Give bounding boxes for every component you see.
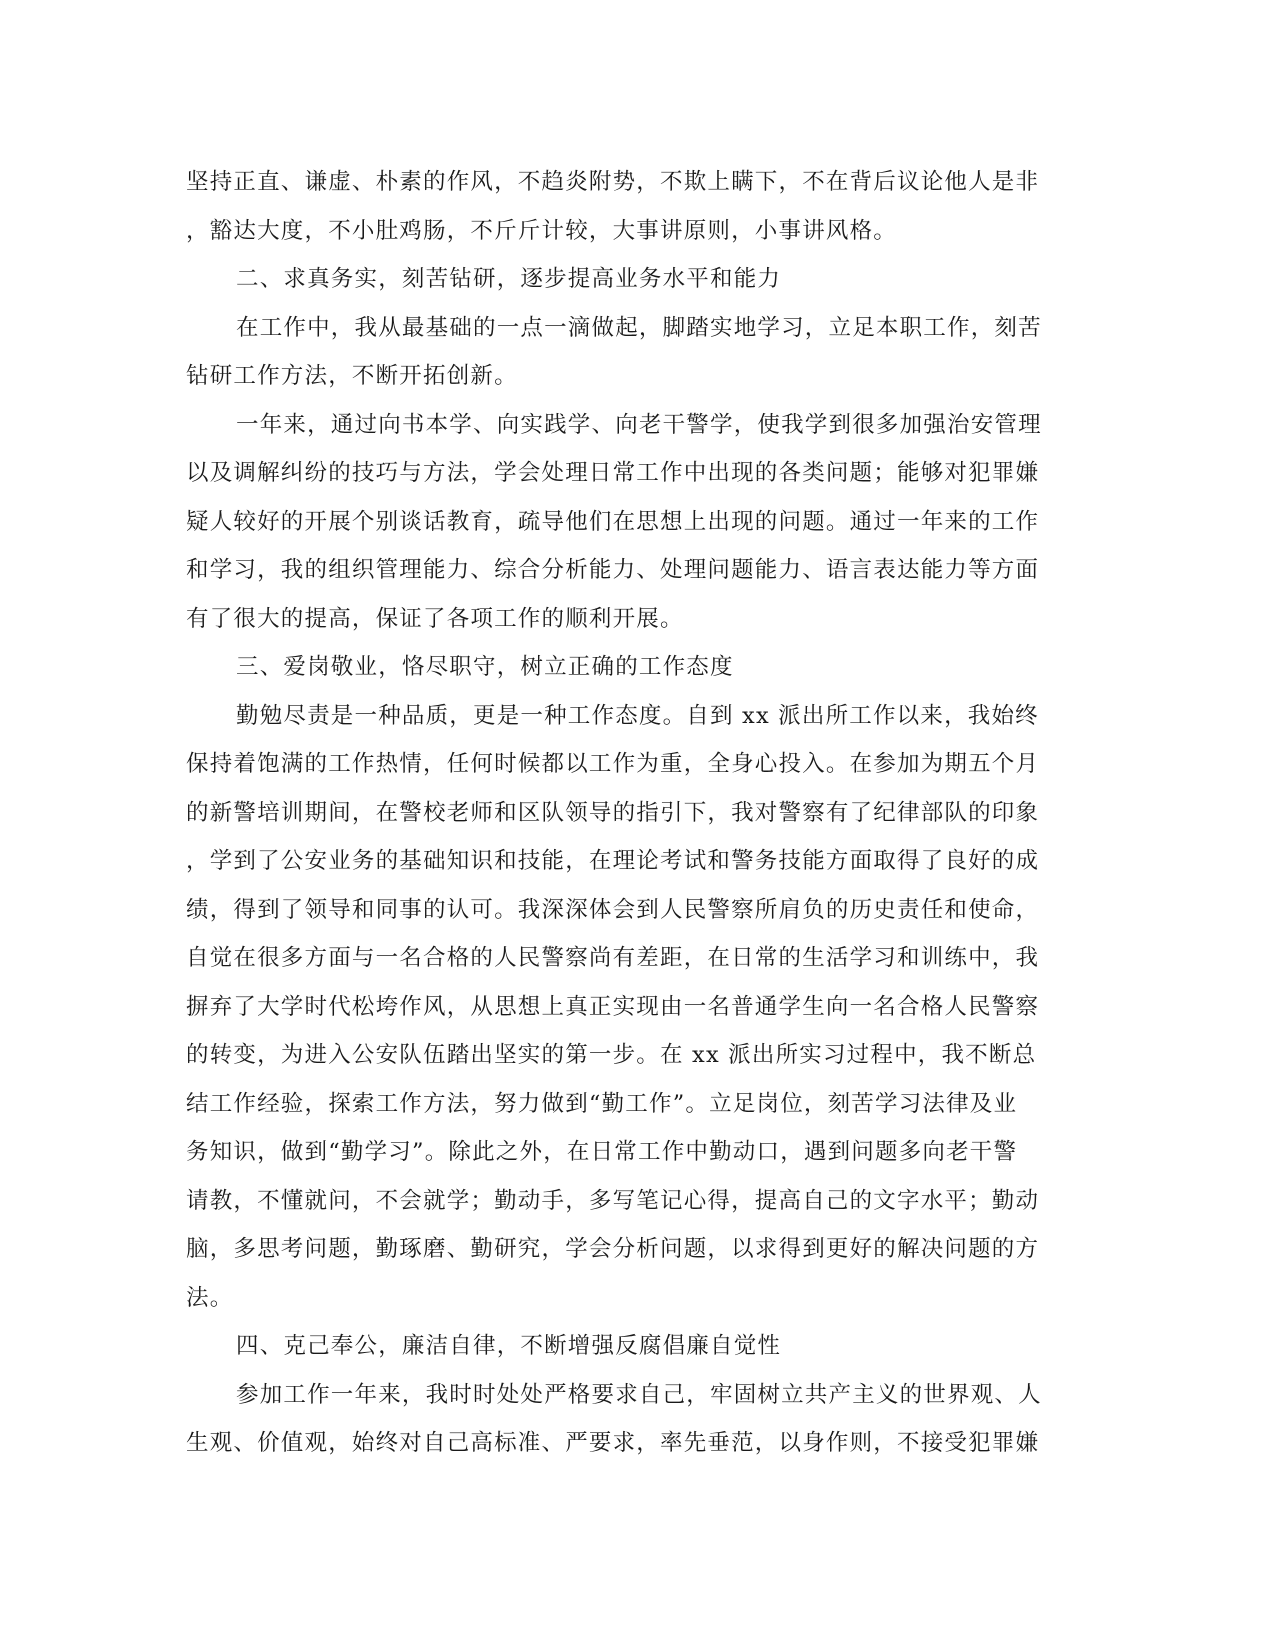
text-line: 钻研工作方法，不断开拓创新。 [186,363,518,389]
document-body [186,158,1086,1468]
text-line: 坚持正直、谦虚、朴素的作风，不趋炎附势，不欺上瞒下，不在背后议论他人是非 [186,169,1040,195]
text-line: 和学习，我的组织管理能力、综合分析能力、处理问题能力、语言表达能力等方面 [186,557,1040,583]
text-line: ，豁达大度，不小肚鸡肠，不斤斤计较，大事讲原则，小事讲风格。 [186,217,898,244]
text-line: 二、求真务实，刻苦钻研，逐步提高业务水平和能力 [236,266,782,292]
text-line: 四、克己奉公，廉洁自律，不断增强反腐倡廉自觉性 [236,1333,782,1359]
text-line: 疑人较好的开展个别谈话教育，疏导他们在思想上出现的问题。通过一年来的工作 [186,508,1040,535]
text-line: 三、爱岗敬业，恪尽职守，树立正确的工作态度 [236,654,734,680]
text-line: 以及调解纠纷的技巧与方法，学会处理日常工作中出现的各类问题；能够对犯罪嫌 [186,460,1040,486]
text-line: 摒弃了大学时代松垮作风，从思想上真正实现由一名普通学生向一名合格人民警察 [186,993,1040,1020]
text-line: 勤勉尽责是一种品质，更是一种工作态度。自到 xx 派出所工作以来，我始终 [236,702,1039,729]
text-line: 保持着饱满的工作热情，任何时候都以工作为重，全身心投入。在参加为期五个月 [186,751,1040,777]
text-line: 务知识，做到“勤学习”。除此之外，在日常工作中勤动口，遇到问题多向老干警 [186,1139,1018,1165]
text-line: 参加工作一年来，我时时处处严格要求自己，牢固树立共产主义的世界观、人 [236,1381,1042,1408]
text-line: 在工作中，我从最基础的一点一滴做起，脚踏实地学习，立足本职工作，刻苦 [236,314,1042,341]
text-line: 的转变，为进入公安队伍踏出坚实的第一步。在 xx 派出所实习过程中，我不断总 [186,1042,1037,1068]
text-line: 有了很大的提高，保证了各项工作的顺利开展。 [186,605,684,632]
text-line: 一年来，通过向书本学、向实践学、向老干警学，使我学到很多加强治安管理 [236,411,1042,438]
text-line: 结工作经验，探索工作方法，努力做到“勤工作”。立足岗位，刻苦学习法律及业 [186,1090,1018,1117]
text-line: 生观、价值观，始终对自己高标准、严要求，率先垂范，以身作则，不接受犯罪嫌 [186,1430,1040,1456]
text-line: 的新警培训期间，在警校老师和区队领导的指引下，我对警察有了纪律部队的印象 [186,799,1040,826]
text-line: ，学到了公安业务的基础知识和技能，在理论考试和警务技能方面取得了良好的成 [186,848,1040,874]
text-line: 法。 [186,1284,234,1311]
text-line: 脑，多思考问题，勤琢磨、勤研究，学会分析问题，以求得到更好的解决问题的方 [186,1236,1040,1262]
text-line: 请教，不懂就问，不会就学；勤动手，多写笔记心得，提高自己的文字水平；勤动 [186,1187,1040,1214]
text-line: 自觉在很多方面与一名合格的人民警察尚有差距，在日常的生活学习和训练中，我 [186,945,1040,971]
text-line: 绩，得到了领导和同事的认可。我深深体会到人民警察所肩负的历史责任和使命， [186,896,1040,923]
